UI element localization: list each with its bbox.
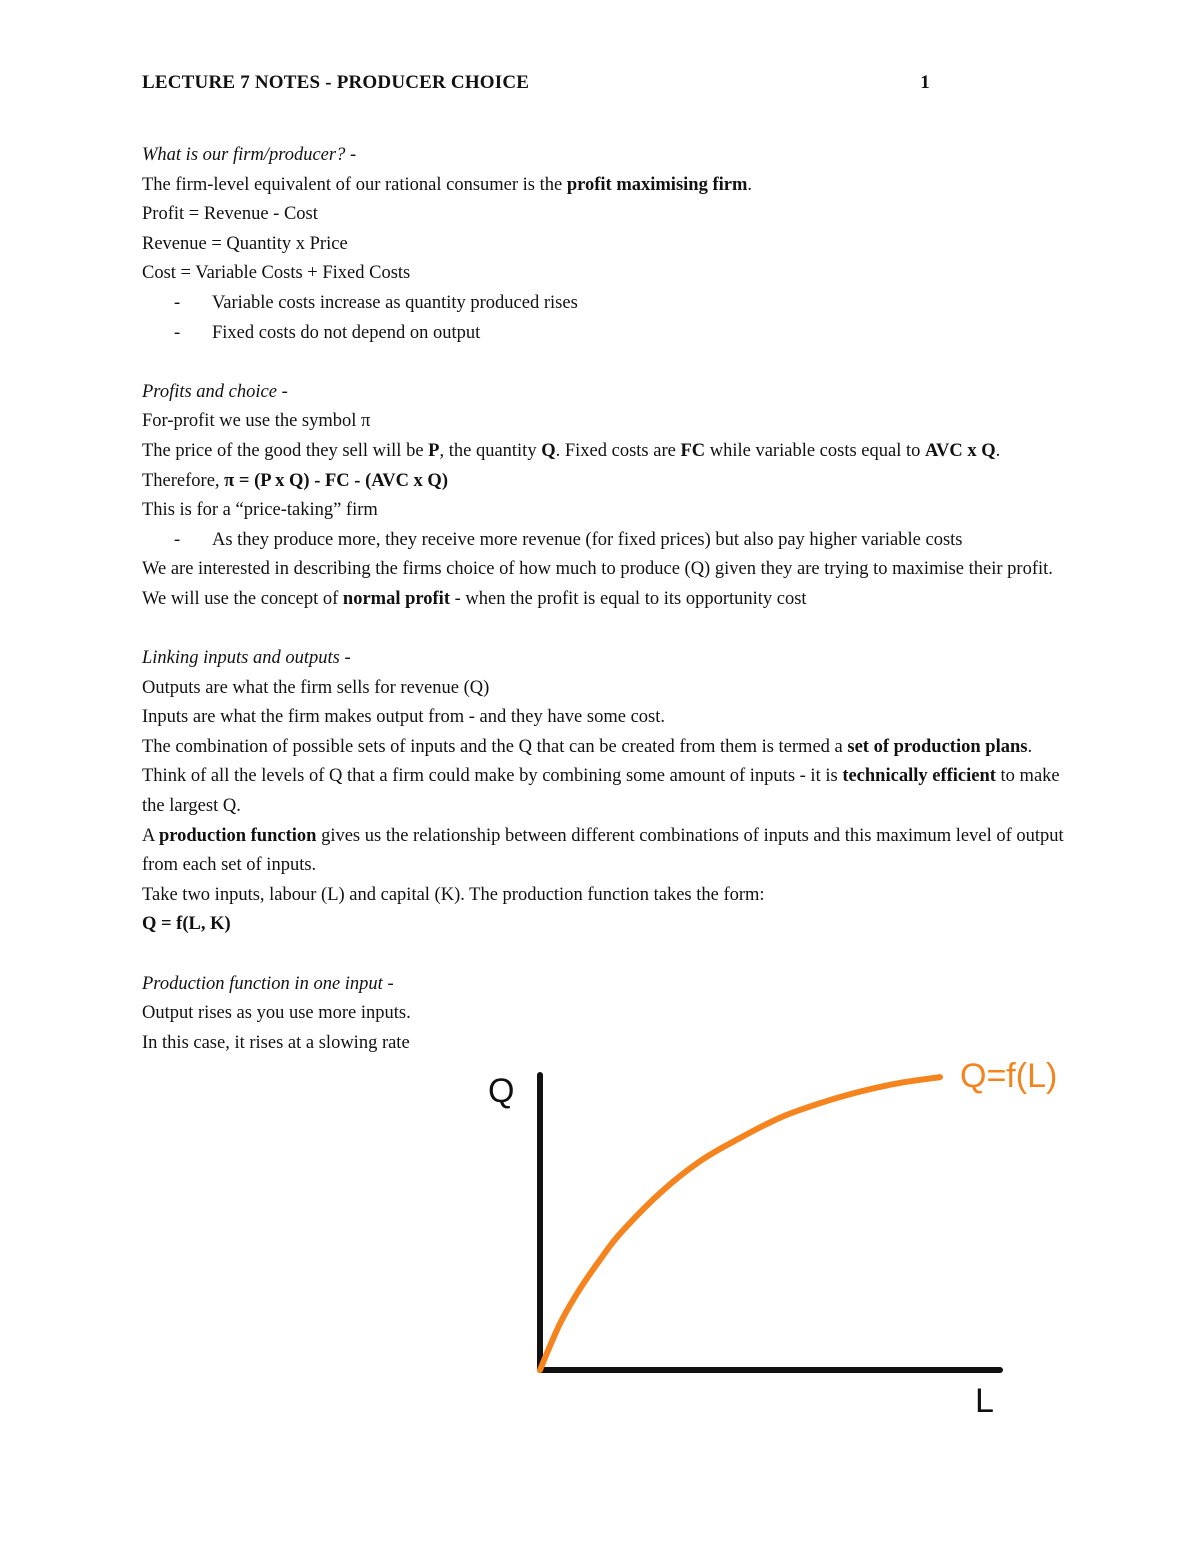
text-paragraph: The price of the good they sell will be P, the quantity Q. Fixed costs are FC while variable costs equal to AVC x Q. (142, 440, 1001, 461)
text-line: Revenue = Quantity x Price (142, 233, 348, 254)
section-title-one-input: Production function in one input - (142, 973, 394, 994)
text-line: In this case, it rises at a slowing rate (142, 1032, 410, 1053)
section-title-profits: Profits and choice - (142, 381, 288, 402)
text-line: The firm-level equivalent of our rational consumer is the profit maximising firm. (142, 174, 752, 195)
text-line: For-profit we use the symbol π (142, 411, 371, 432)
profit-formula-line: Therefore, π = (P x Q) - FC - (AVC x Q) (142, 470, 448, 491)
section-title-inputs-outputs: Linking inputs and outputs - (142, 648, 351, 669)
list-item: - As they produce more, they receive more revenue (for fixed prices) but also pay higher variable costs (174, 529, 963, 550)
text-line: Inputs are what the firm makes output from - and they have some cost. (142, 707, 665, 728)
page-header (142, 72, 930, 94)
production-formula: Q = f(L, K) (142, 914, 231, 935)
document-title: LECTURE 7 NOTES - PRODUCER CHOICE (142, 72, 530, 93)
text-line: Take two inputs, labour (L) and capital (K). The production function takes the form: (142, 884, 765, 905)
series-label: Q=f(L) (960, 1057, 1058, 1096)
production-curve (540, 1077, 940, 1370)
production-function-chart (470, 1050, 1090, 1430)
notes-body (142, 141, 1072, 1058)
page-number: 1 (920, 72, 930, 93)
text-line: Cost = Variable Costs + Fixed Costs (142, 263, 411, 284)
text-line: Profit = Revenue - Cost (142, 204, 318, 225)
section-title-firm: What is our firm/producer? - (142, 145, 357, 165)
text-line: Output rises as you use more inputs. (142, 1003, 411, 1024)
text-paragraph: A production function gives us the relationship between different combinations of inputs and this maximum level of output from each set of inputs. (142, 825, 1064, 876)
text-paragraph: Think of all the levels of Q that a firm could make by combining some amount of inputs - it is technically efficient to make the largest Q. (142, 766, 1060, 817)
text-line: This is for a “price-taking” firm (142, 500, 378, 521)
text-paragraph: The combination of possible sets of inputs and the Q that can be created from them is termed a set of production plans. (142, 736, 1033, 757)
x-axis-label: L (975, 1382, 994, 1420)
list-item: - Variable costs increase as quantity produced rises (174, 292, 578, 313)
text-line: Outputs are what the firm sells for revenue (Q) (142, 677, 490, 698)
text-paragraph: We are interested in describing the firms choice of how much to produce (Q) given they are trying to maximise their profit. We will use the concept of normal profit - when the profit is equal to its opportunity cost (142, 559, 1053, 609)
y-axis-label: Q (488, 1072, 515, 1110)
list-item: - Fixed costs do not depend on output (174, 322, 481, 343)
